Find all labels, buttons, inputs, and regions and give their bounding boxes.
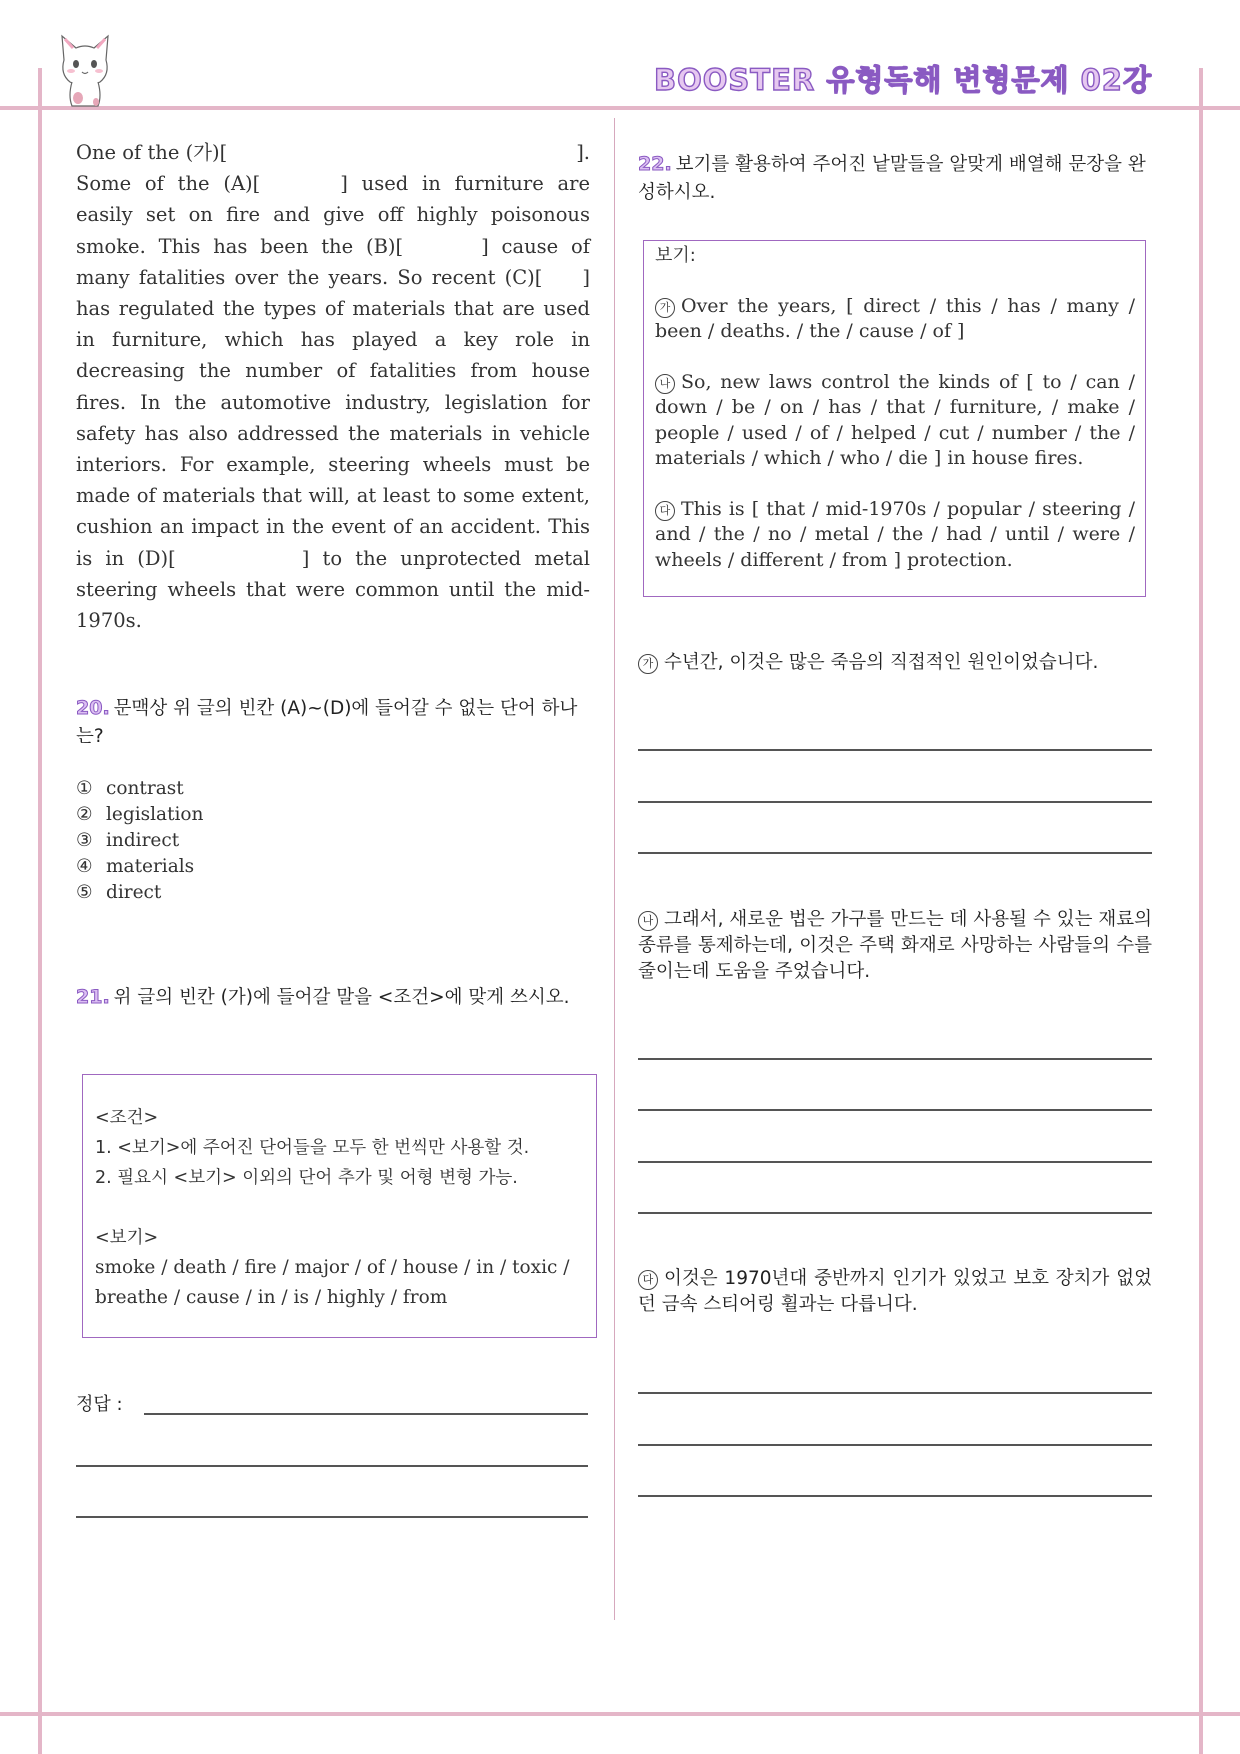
question-22	[638, 150, 1158, 207]
question-20-choices	[76, 776, 203, 906]
choice-4-text: materials	[106, 856, 195, 877]
passage-text-b: ] used in furniture are easily set on fire and give off highly poisonous smoke. This has been the (B)[	[76, 172, 590, 258]
choice-1[interactable]	[76, 776, 203, 802]
korean-sentence-ga	[638, 650, 1152, 676]
korean-sentence-na	[638, 907, 1152, 985]
circle-da-icon: 다	[638, 1270, 658, 1290]
scramble-item-na	[655, 370, 1135, 472]
reading-passage	[76, 137, 590, 636]
choice-3-mark: ③	[76, 830, 93, 851]
footer-rule	[0, 1712, 1240, 1716]
circle-ga-icon: 가	[638, 654, 658, 674]
answer-line-1[interactable]	[144, 1413, 588, 1415]
cat-mascot-icon	[54, 30, 116, 108]
question-20-number: 20.	[76, 697, 110, 719]
korean-sentence-da	[638, 1266, 1152, 1318]
answer-line-3[interactable]	[76, 1516, 588, 1518]
passage-body	[76, 168, 590, 636]
question-20-text: 문맥상 위 글의 빈칸 (A)~(D)에 들어갈 수 없는 단어 하나는?	[76, 698, 578, 747]
circle-ga-icon: 가	[655, 298, 675, 318]
circle-na-icon: 나	[638, 911, 658, 931]
passage-line-1	[76, 137, 590, 168]
answer-line-2[interactable]	[76, 1465, 588, 1467]
choice-5-mark: ⑤	[76, 882, 93, 903]
question-21	[76, 983, 590, 1012]
question-22-text: 보기를 활용하여 주어진 낱말들을 알맞게 배열해 문장을 완성하시오.	[638, 154, 1146, 203]
passage-text-c: ] cause of many fatalities over the years. So recent (C)[	[76, 234, 590, 289]
scramble-item-da	[655, 497, 1135, 574]
scramble-item-na-text: So, new laws control the kinds of [ to / can / down / be / on / has / that / furniture, / make / people / used / of / helped / cut / number / the / materials / which / who / die ] in house fires.	[655, 370, 1135, 469]
korean-sentence-na-text: 그래서, 새로운 법은 가구를 만드는 데 사용될 수 있는 재료의 종류를 통제하는데, 이것은 주택 화재로 사망하는 사람들의 수를 줄이는데 도움을 주었습니다.	[638, 909, 1152, 982]
frame-left-line	[38, 68, 42, 1754]
write-line-ga-3[interactable]	[638, 852, 1152, 854]
choice-3-text: indirect	[106, 830, 180, 851]
header-rule	[0, 106, 1240, 110]
question-20	[76, 694, 590, 751]
choice-2-text: legislation	[106, 804, 204, 825]
frame-right-line	[1199, 68, 1203, 1754]
write-line-na-2[interactable]	[638, 1109, 1152, 1111]
choice-5-text: direct	[106, 882, 162, 903]
answer-label: 정답 :	[76, 1394, 123, 1415]
scramble-item-da-text: This is [ that / mid-1970s / popular / steering / and / the / no / metal / the / had / until / were / wheels / different / from ] protection.	[655, 497, 1135, 571]
passage-text-e: ] to the unprotected metal steering wheels that were common until the mid-1970s.	[76, 546, 590, 633]
bogi-words: smoke / death / fire / major / of / house / in / toxic / breathe / cause / in / is / highly / from	[95, 1257, 570, 1308]
page-title: BOOSTER 유형독해 변형문제 02강	[654, 63, 1152, 97]
scramble-item-ga	[655, 294, 1135, 345]
choice-1-text: contrast	[106, 778, 184, 799]
korean-sentence-da-text: 이것은 1970년대 중반까지 인기가 있었고 보호 장치가 없었던 금속 스티어링 휠과는 다릅니다.	[638, 1268, 1152, 1315]
q22-bogi-title: 보기:	[655, 245, 696, 266]
choice-3[interactable]	[76, 828, 203, 854]
condition-1: 1. <보기>에 주어진 단어들을 모두 한 번씩만 사용할 것.	[95, 1138, 530, 1158]
column-divider	[614, 118, 615, 1620]
write-line-da-1[interactable]	[638, 1392, 1152, 1394]
bogi-title: <보기>	[95, 1228, 159, 1248]
scramble-item-ga-text: Over the years, [ direct / this / has / many / been / deaths. / the / cause / of ]	[655, 294, 1135, 342]
question-21-text: 위 글의 빈칸 (가)에 들어갈 말을 <조건>에 맞게 쓰시오.	[113, 987, 570, 1008]
passage-text-a: Some of the (A)[	[76, 172, 261, 196]
choice-2-mark: ②	[76, 804, 93, 825]
korean-sentence-ga-text: 수년간, 이것은 많은 죽음의 직접적인 원인이었습니다.	[664, 652, 1099, 673]
condition-2: 2. 필요시 <보기> 이외의 단어 추가 및 어형 변형 가능.	[95, 1168, 518, 1188]
passage-text-d: ] has regulated the types of materials that are used in furniture, which has played a key role in decreasing the number of fatalities from house fires. In the automotive industry, legislation for safety has also addressed the materials in vehicle interiors. For example, steering wheels must be made of materials that will, at least to some extent, cushion an impact in the event of an accident. This is in (D)[	[76, 265, 590, 570]
choice-5[interactable]	[76, 880, 203, 906]
passage-sentence-1-start: One of the (가)[	[76, 141, 228, 164]
conditions-title: <조건>	[95, 1108, 159, 1128]
write-line-na-1[interactable]	[638, 1058, 1152, 1060]
choice-2[interactable]	[76, 802, 203, 828]
circle-da-icon: 다	[655, 501, 675, 521]
q22-bogi-box	[643, 240, 1146, 597]
write-line-da-3[interactable]	[638, 1495, 1152, 1497]
choice-1-mark: ①	[76, 778, 93, 799]
write-line-da-2[interactable]	[638, 1444, 1152, 1446]
conditions-box	[82, 1074, 597, 1338]
choice-4[interactable]	[76, 854, 203, 880]
write-line-na-3[interactable]	[638, 1161, 1152, 1163]
question-21-number: 21.	[76, 986, 110, 1008]
write-line-na-4[interactable]	[638, 1212, 1152, 1214]
question-22-number: 22.	[638, 153, 672, 175]
passage-sentence-1-end: ].	[576, 141, 590, 164]
write-line-ga-1[interactable]	[638, 749, 1152, 751]
choice-4-mark: ④	[76, 856, 93, 877]
circle-na-icon: 나	[655, 374, 675, 394]
write-line-ga-2[interactable]	[638, 801, 1152, 803]
